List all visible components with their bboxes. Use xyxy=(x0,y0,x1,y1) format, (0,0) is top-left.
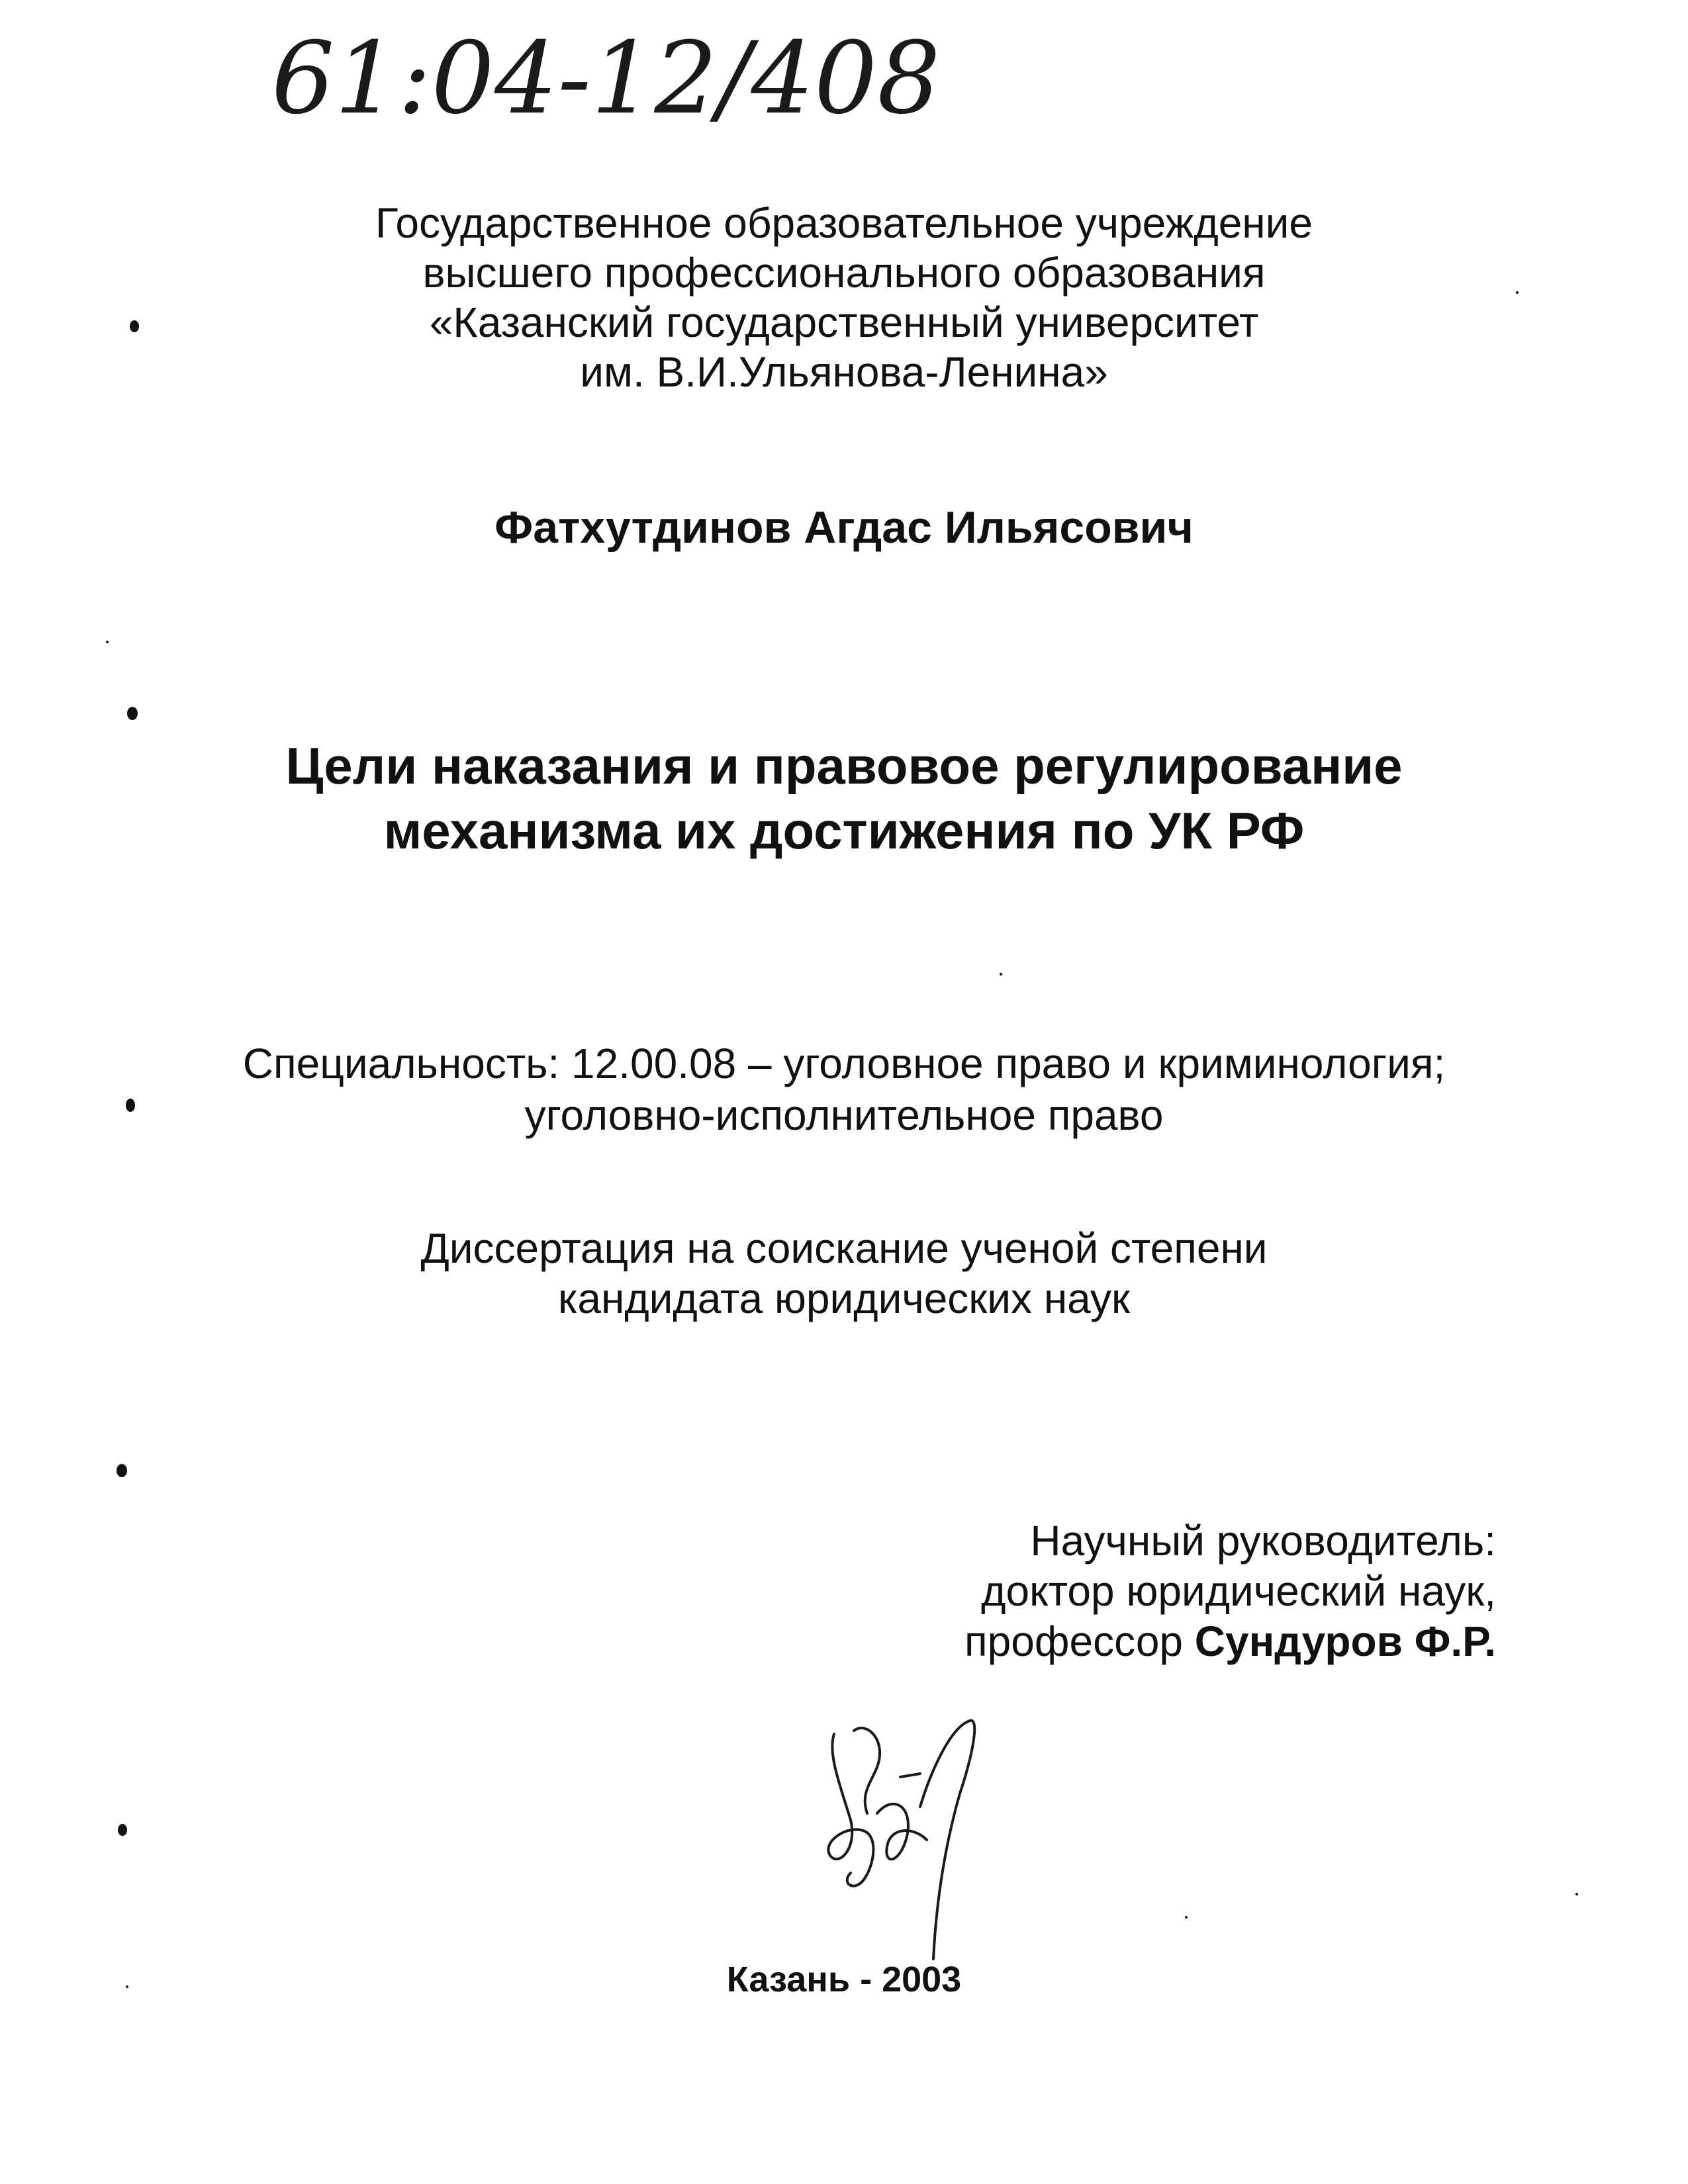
supervisor-rank: профессор xyxy=(964,1617,1183,1665)
archive-code-text: 61:04-12/408 xyxy=(271,21,941,136)
supervisor-name: Сундуров Ф.Р. xyxy=(1194,1617,1496,1665)
dissertation-title xyxy=(0,733,1688,863)
institution-line-3: «Казанский государственный университет xyxy=(429,298,1259,346)
supervisor-label: Научный руководитель: xyxy=(1030,1517,1496,1565)
institution-line-4: им. В.И.Ульянова-Ленина» xyxy=(580,348,1108,396)
institution-line-1: Государственное образовательное учреждение xyxy=(375,199,1313,247)
footer-city-year: Казань - 2003 xyxy=(726,1960,962,1999)
specialty-block xyxy=(0,1038,1688,1141)
scan-speck xyxy=(1185,1916,1188,1919)
scan-speck xyxy=(106,641,109,643)
degree-block xyxy=(0,1223,1688,1324)
specialty-line-2: уголовно-исполнительное право xyxy=(524,1091,1164,1139)
institution-block xyxy=(0,199,1688,397)
author-name: Фатхутдинов Агдас Ильясович xyxy=(494,502,1194,553)
scan-speck xyxy=(130,320,139,332)
degree-line-1: Диссертация на соискание ученой степени xyxy=(420,1224,1268,1272)
scan-speck xyxy=(1516,291,1519,294)
scan-speck xyxy=(127,707,138,720)
supervisor-degree: доктор юридический наук, xyxy=(981,1567,1496,1615)
supervisor-block xyxy=(964,1516,1496,1666)
degree-line-2: кандидата юридических наук xyxy=(557,1275,1131,1322)
handwritten-signature xyxy=(814,1714,1013,1966)
supervisor-rank-line xyxy=(964,1616,1496,1666)
scan-speck xyxy=(1575,1893,1578,1895)
scan-speck xyxy=(1000,973,1002,976)
title-line-1: Цели наказания и правовое регулирование xyxy=(285,737,1403,795)
scan-speck xyxy=(126,1099,135,1112)
institution-line-2: высшего профессионального образования xyxy=(422,249,1266,296)
scan-speck xyxy=(126,1985,128,1988)
scan-speck xyxy=(118,1824,127,1836)
title-line-2: механизма их достижения по УК РФ xyxy=(383,801,1305,860)
scan-speck xyxy=(117,1464,127,1477)
specialty-line-1: Специальность: 12.00.08 – уголовное право и криминология; xyxy=(242,1040,1446,1087)
handwritten-archive-code xyxy=(265,13,1059,159)
